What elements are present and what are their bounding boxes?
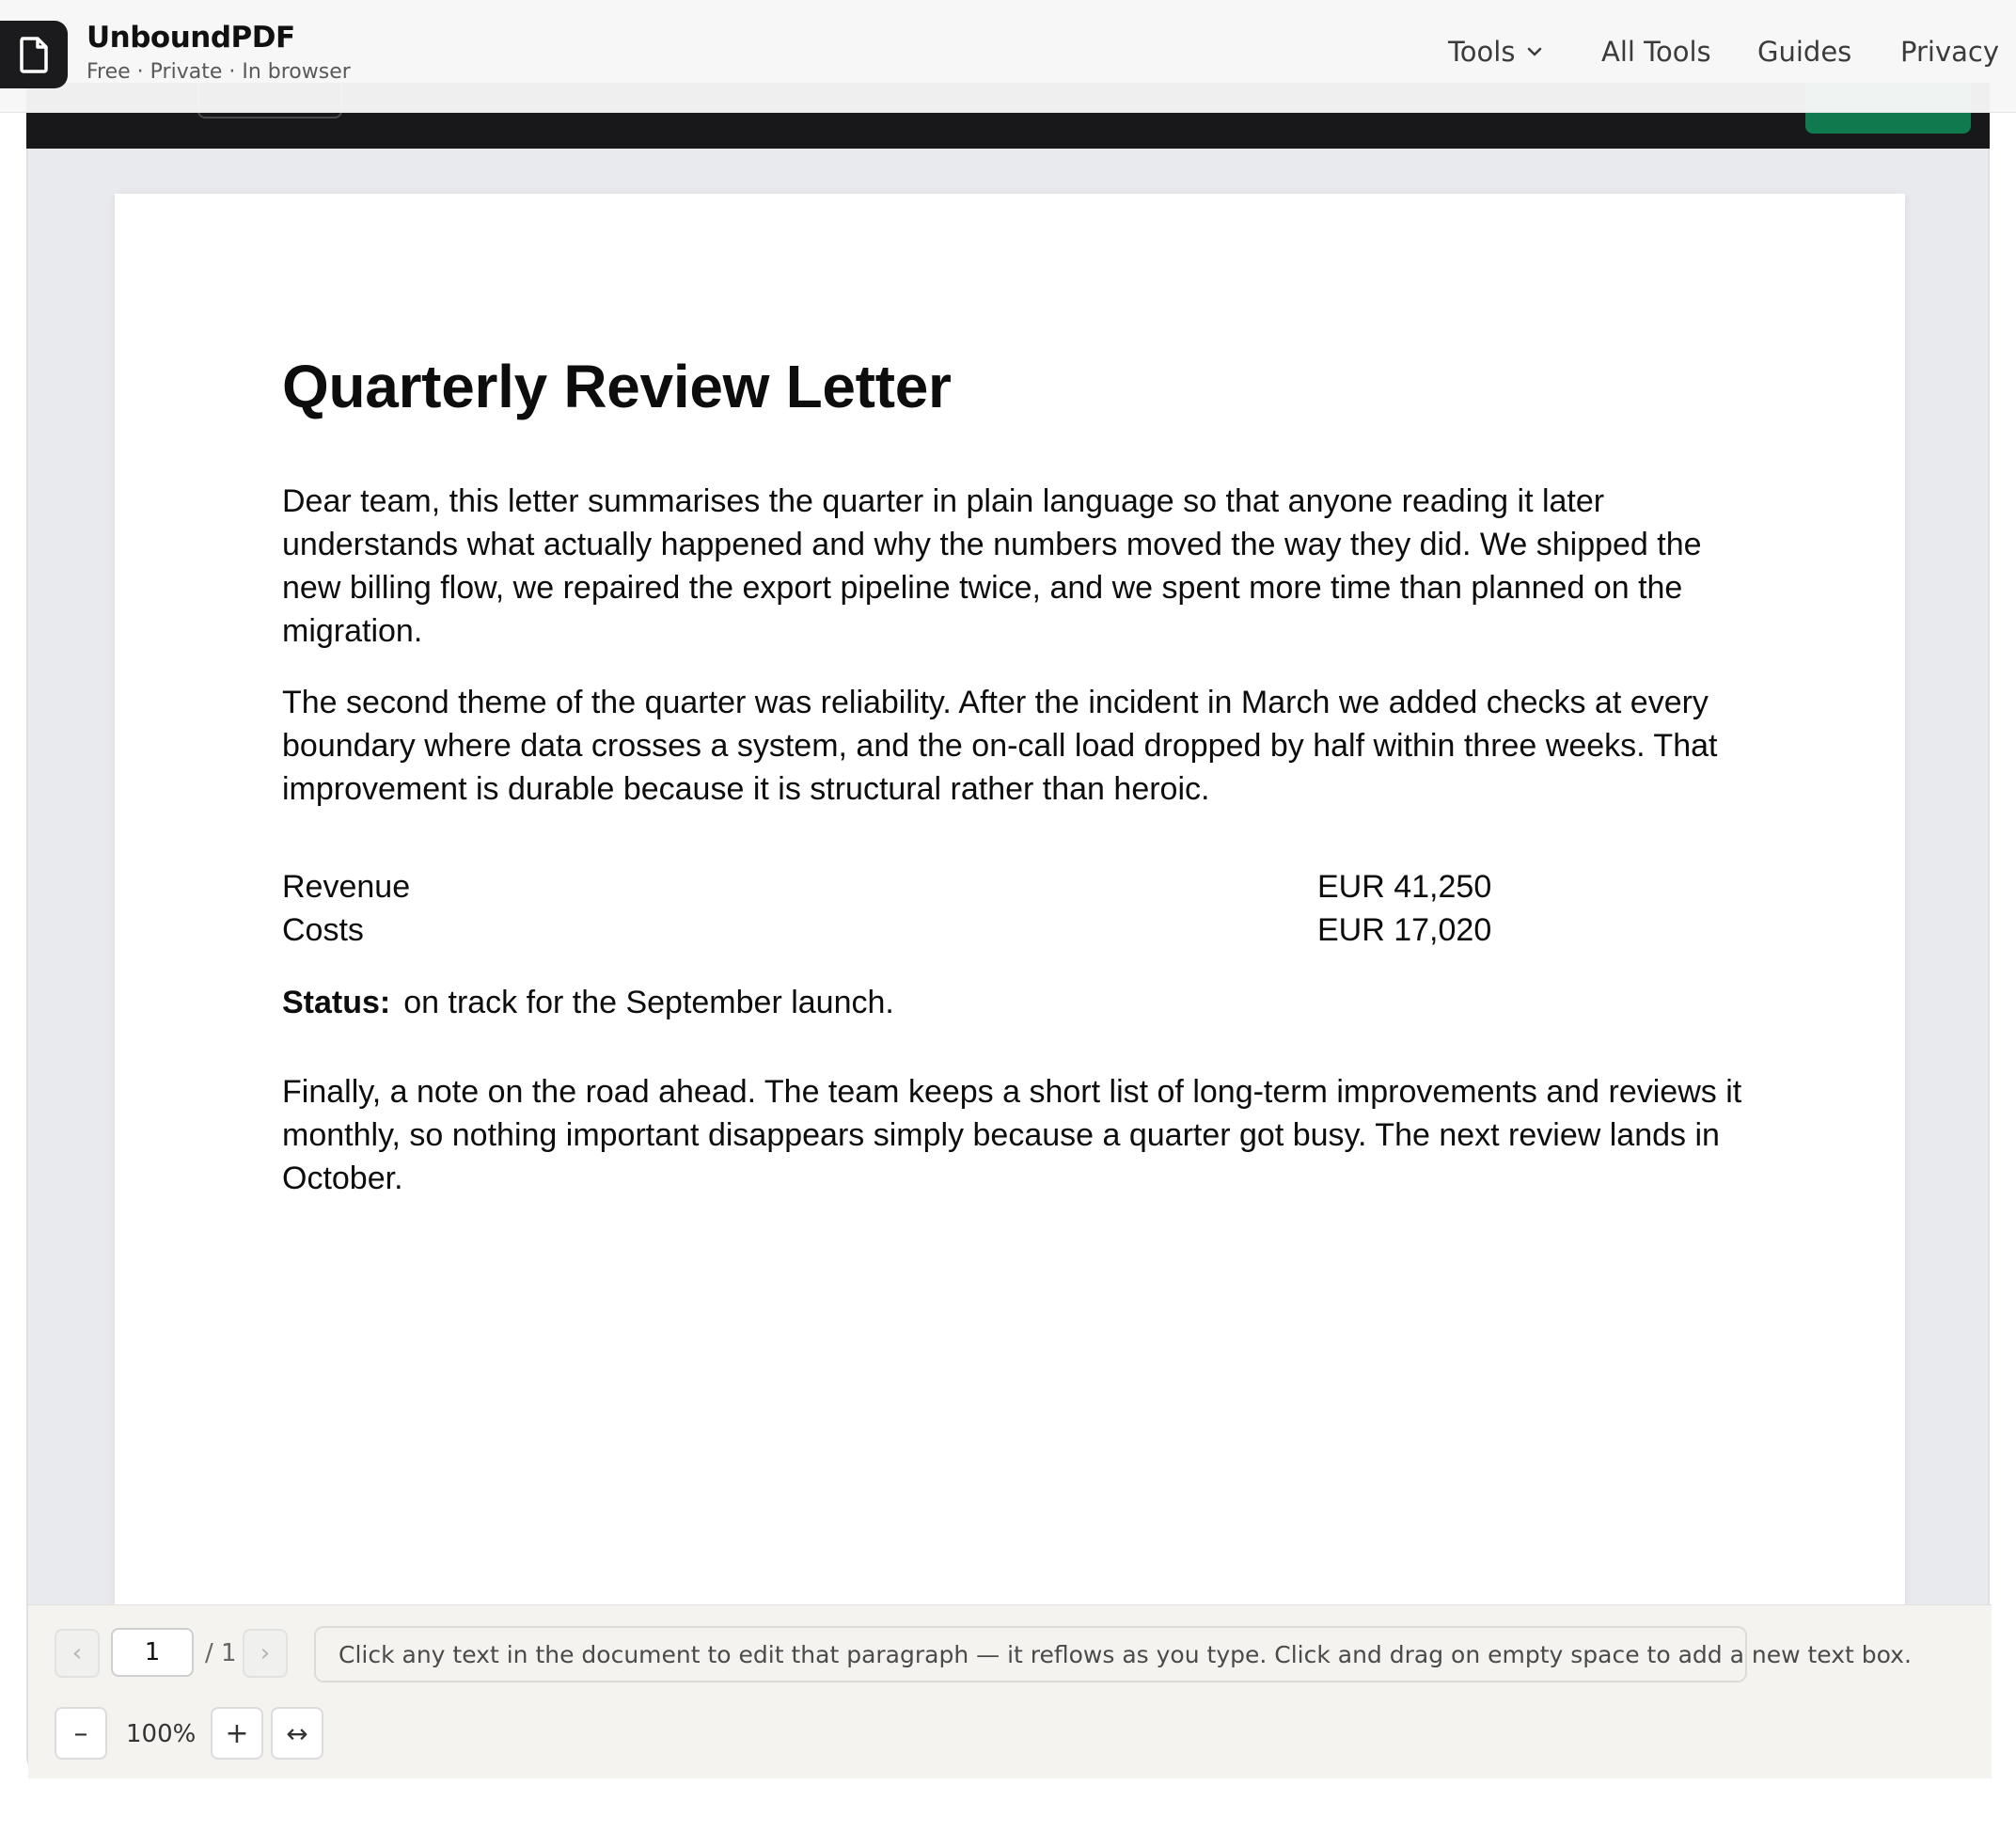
costs-value[interactable]: EUR 17,020: [1317, 912, 1492, 948]
edit-hint: Click any text in the document to edit that paragraph — it reflows as you type. Click and drag on empty space to add a new text box.: [314, 1626, 1747, 1682]
logo[interactable]: [0, 21, 68, 88]
document-icon: [18, 36, 50, 73]
nav-tools-label: Tools: [1448, 36, 1516, 68]
zoom-out-button[interactable]: –: [55, 1707, 107, 1760]
fit-width-button[interactable]: ↔: [271, 1707, 323, 1760]
page-number-input[interactable]: [111, 1628, 194, 1677]
paragraph-1[interactable]: Dear team, this letter summarises the quarter in plain language so that anyone reading it later understands what actually happened and why the numbers moved the way they did. We shipped the new billing flow, we repaired the export pipeline twice, and we spent more time than planned on the migration.: [282, 483, 1702, 649]
zoom-level: 100%: [126, 1720, 197, 1748]
revenue-value[interactable]: EUR 41,250: [1317, 869, 1492, 905]
chevron-down-icon: [1526, 46, 1543, 57]
costs-label[interactable]: Costs: [282, 912, 364, 948]
status-text: on track for the September launch.: [403, 985, 894, 1020]
nav-tools-menu[interactable]: [1448, 36, 1543, 68]
next-page-button[interactable]: ›: [243, 1629, 288, 1678]
nav-privacy[interactable]: Privacy: [1900, 36, 1999, 68]
status-line[interactable]: [282, 981, 894, 1024]
brand-name[interactable]: UnboundPDF: [87, 21, 295, 55]
paragraph-2[interactable]: The second theme of the quarter was reliability. After the incident in March we added checks at every boundary where data crosses a system, and the on-call load dropped by half within three weeks. That improvement is durable because it is structural rather than heroic.: [282, 685, 1718, 807]
editor-frame: [26, 113, 1990, 1777]
nav-guides[interactable]: Guides: [1757, 36, 1852, 68]
bottom-controls: [28, 1604, 1992, 1778]
brand-tagline: Free · Private · In browser: [87, 60, 351, 84]
status-label: Status:: [282, 985, 391, 1020]
prev-page-button[interactable]: ‹: [55, 1629, 100, 1678]
app-header: [0, 0, 2016, 113]
zoom-in-button[interactable]: +: [211, 1707, 263, 1760]
nav-all-tools[interactable]: All Tools: [1601, 36, 1711, 68]
revenue-label[interactable]: Revenue: [282, 869, 411, 905]
page-total: / 1: [205, 1639, 237, 1667]
paragraph-3[interactable]: Finally, a note on the road ahead. The team keeps a short list of long-term improvements and reviews it monthly, so nothing important disappears simply because a quarter got busy. The next review lands in October.: [282, 1074, 1742, 1196]
pdf-page[interactable]: [115, 194, 1905, 1604]
document-title[interactable]: Quarterly Review Letter: [282, 353, 952, 420]
